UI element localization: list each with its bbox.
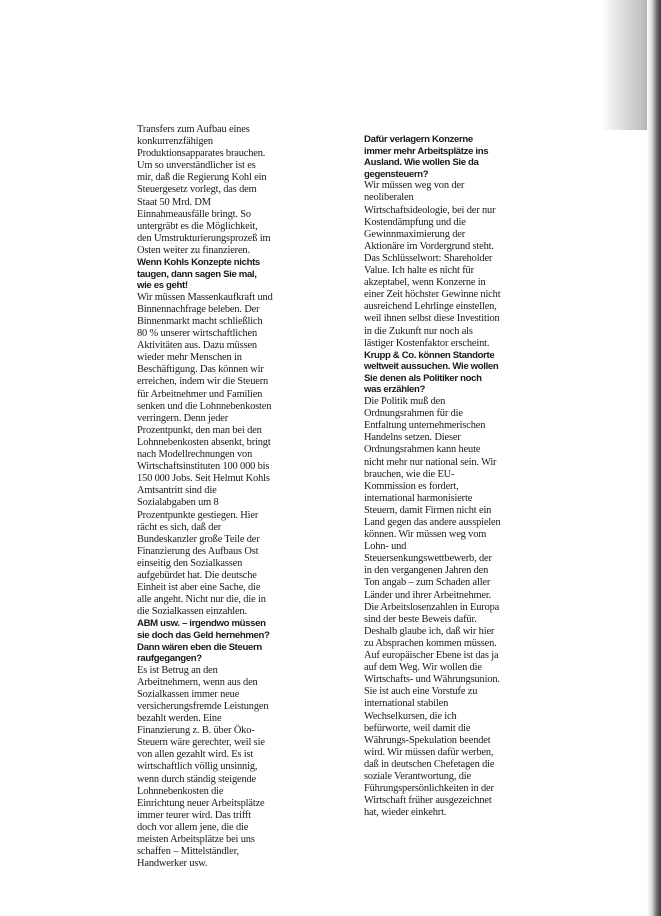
interview-question: Krupp & Co. können Standorte weltweit aussuchen. Wie wollen Sie denen als Politiker noch was erzählen? (364, 349, 499, 396)
answer-paragraph: Wir müssen Massenkaufkraft und Binnennachfrage beleben. Der Binnenmarkt macht schließlich 80 % unserer wirtschaftlichen Aktivitäten aus. Dazu müssen wieder mehr Menschen in Beschäftigung. Das können wir erreichen, indem wir die Steuern für Arbeitnehmer und Familien senken und die Lohnnebenkosten verringern. Denn jeder Prozentpunkt, den man bei den Lohnnebenkosten absenkt, bringt nach Modellrechnungen von Wirtschaftsinstituten 100 000 bis 150 000 Jobs. Seit Helmut Kohls Amtsantritt sind die Sozialabgaben um 8 Prozentpunkte gestiegen. Hier rächt es sich, daß der Bundeskanzler große Teile der Finanzierung des Aufbaus Ost einseitig den Sozialkassen aufgebürdet hat. Die deutsche Einheit ist aber eine Sache, die alle angeht. Nicht nur die, die in die Sozialkassen einzahlen. (137, 291, 273, 618)
article-column-right (364, 134, 501, 819)
answer-paragraph: Es ist Betrug an den Arbeitnehmern, wenn aus den Sozialkassen immer neue versicherungsfremde Leistungen bezahlt werden. Eine Finanzierung z. B. über Öko-Steuern wäre gerechter, weil sie von allen gezahlt wird. Es ist wirtschaftlich völlig unsinnig, wenn durch ständig steigende Lohnnebenkosten die Einrichtung neuer Arbeitsplätze immer teurer wird. Das trifft doch vor allem jene, die die meisten Arbeitsplätze bei uns schaffen – Mittelständler, Handwerker usw. (137, 664, 269, 870)
scan-edge-shadow (647, 0, 661, 916)
interview-question: Wenn Kohls Konzepte nichts taugen, dann sagen Sie mal, wie es geht! (137, 257, 260, 292)
answer-paragraph: Transfers zum Aufbau eines konkurrenzfähigen Produktionsapparates brauchen. Um so unverständlicher ist es mir, daß die Regierung Kohl ein Steuergesetz vorlegt, das dem Staat 50 Mrd. DM Einnahmeausfälle bringt. So untergräbt es die Möglichkeit, den Umstrukturierungsprozeß im Osten weiter zu finanzieren. (137, 124, 271, 256)
interview-question: ABM usw. – irgendwo müssen sie doch das Geld hernehmen? Dann wären eben die Steuern raufgegangen? (137, 618, 270, 665)
article-column-left (137, 124, 273, 870)
answer-paragraph: Die Politik muß den Ordnungsrahmen für die Entfaltung unternehmerischen Handelns setzen. Dieser Ordnungsrahmen kann heute nicht mehr nur national sein. Wir brauchen, wie die EU-Kommission es fordert, international harmonisierte Steuern, damit Firmen nicht ein Land gegen das andere ausspielen können. Wir müssen weg vom Lohn- und Steuersenkungswettbewerb, der in den vergangenen Jahren den Ton angab – zum Schaden aller Länder und ihrer Arbeitnehmer. Die Arbeitslosenzahlen in Europa sind der beste Beweis dafür. Deshalb glaube ich, daß wir hier zu Absprachen kommen müssen. Auf europäischer Ebene ist das ja auf dem Weg. Wir wollen die Wirtschafts- und Währungsunion. Sie ist auch eine Vorstufe zu international stabilen Wechselkursen, die ich befürworte, weil damit die Währungs-Spekulation beendet wird. Wir müssen dafür werben, daß in deutschen Chefetagen die soziale Verantwortung, die Führungspersönlichkeiten in der Wirtschaft früher ausgezeichnet hat, wieder einkehrt. (364, 396, 501, 819)
answer-paragraph: Wir müssen weg von der neoliberalen Wirtschaftsideologie, bei der nur Kostendämpfung und die Gewinnmaximierung der Aktionäre im Vordergrund steht. Das Schlüsselwort: Shareholder Value. Ich halte es nicht für akzeptabel, wenn Konzerne in einer Zeit höchster Gewinne nicht ausreichend Lehrlinge einstellen, weil ihnen selbst diese Investition in die Zukunft nur noch als lästiger Kostenfaktor erscheint. (364, 180, 501, 349)
interview-question: Dafür verlagern Konzerne immer mehr Arbeitsplätze ins Ausland. Wie wollen Sie da gegensteuern? (364, 134, 489, 180)
